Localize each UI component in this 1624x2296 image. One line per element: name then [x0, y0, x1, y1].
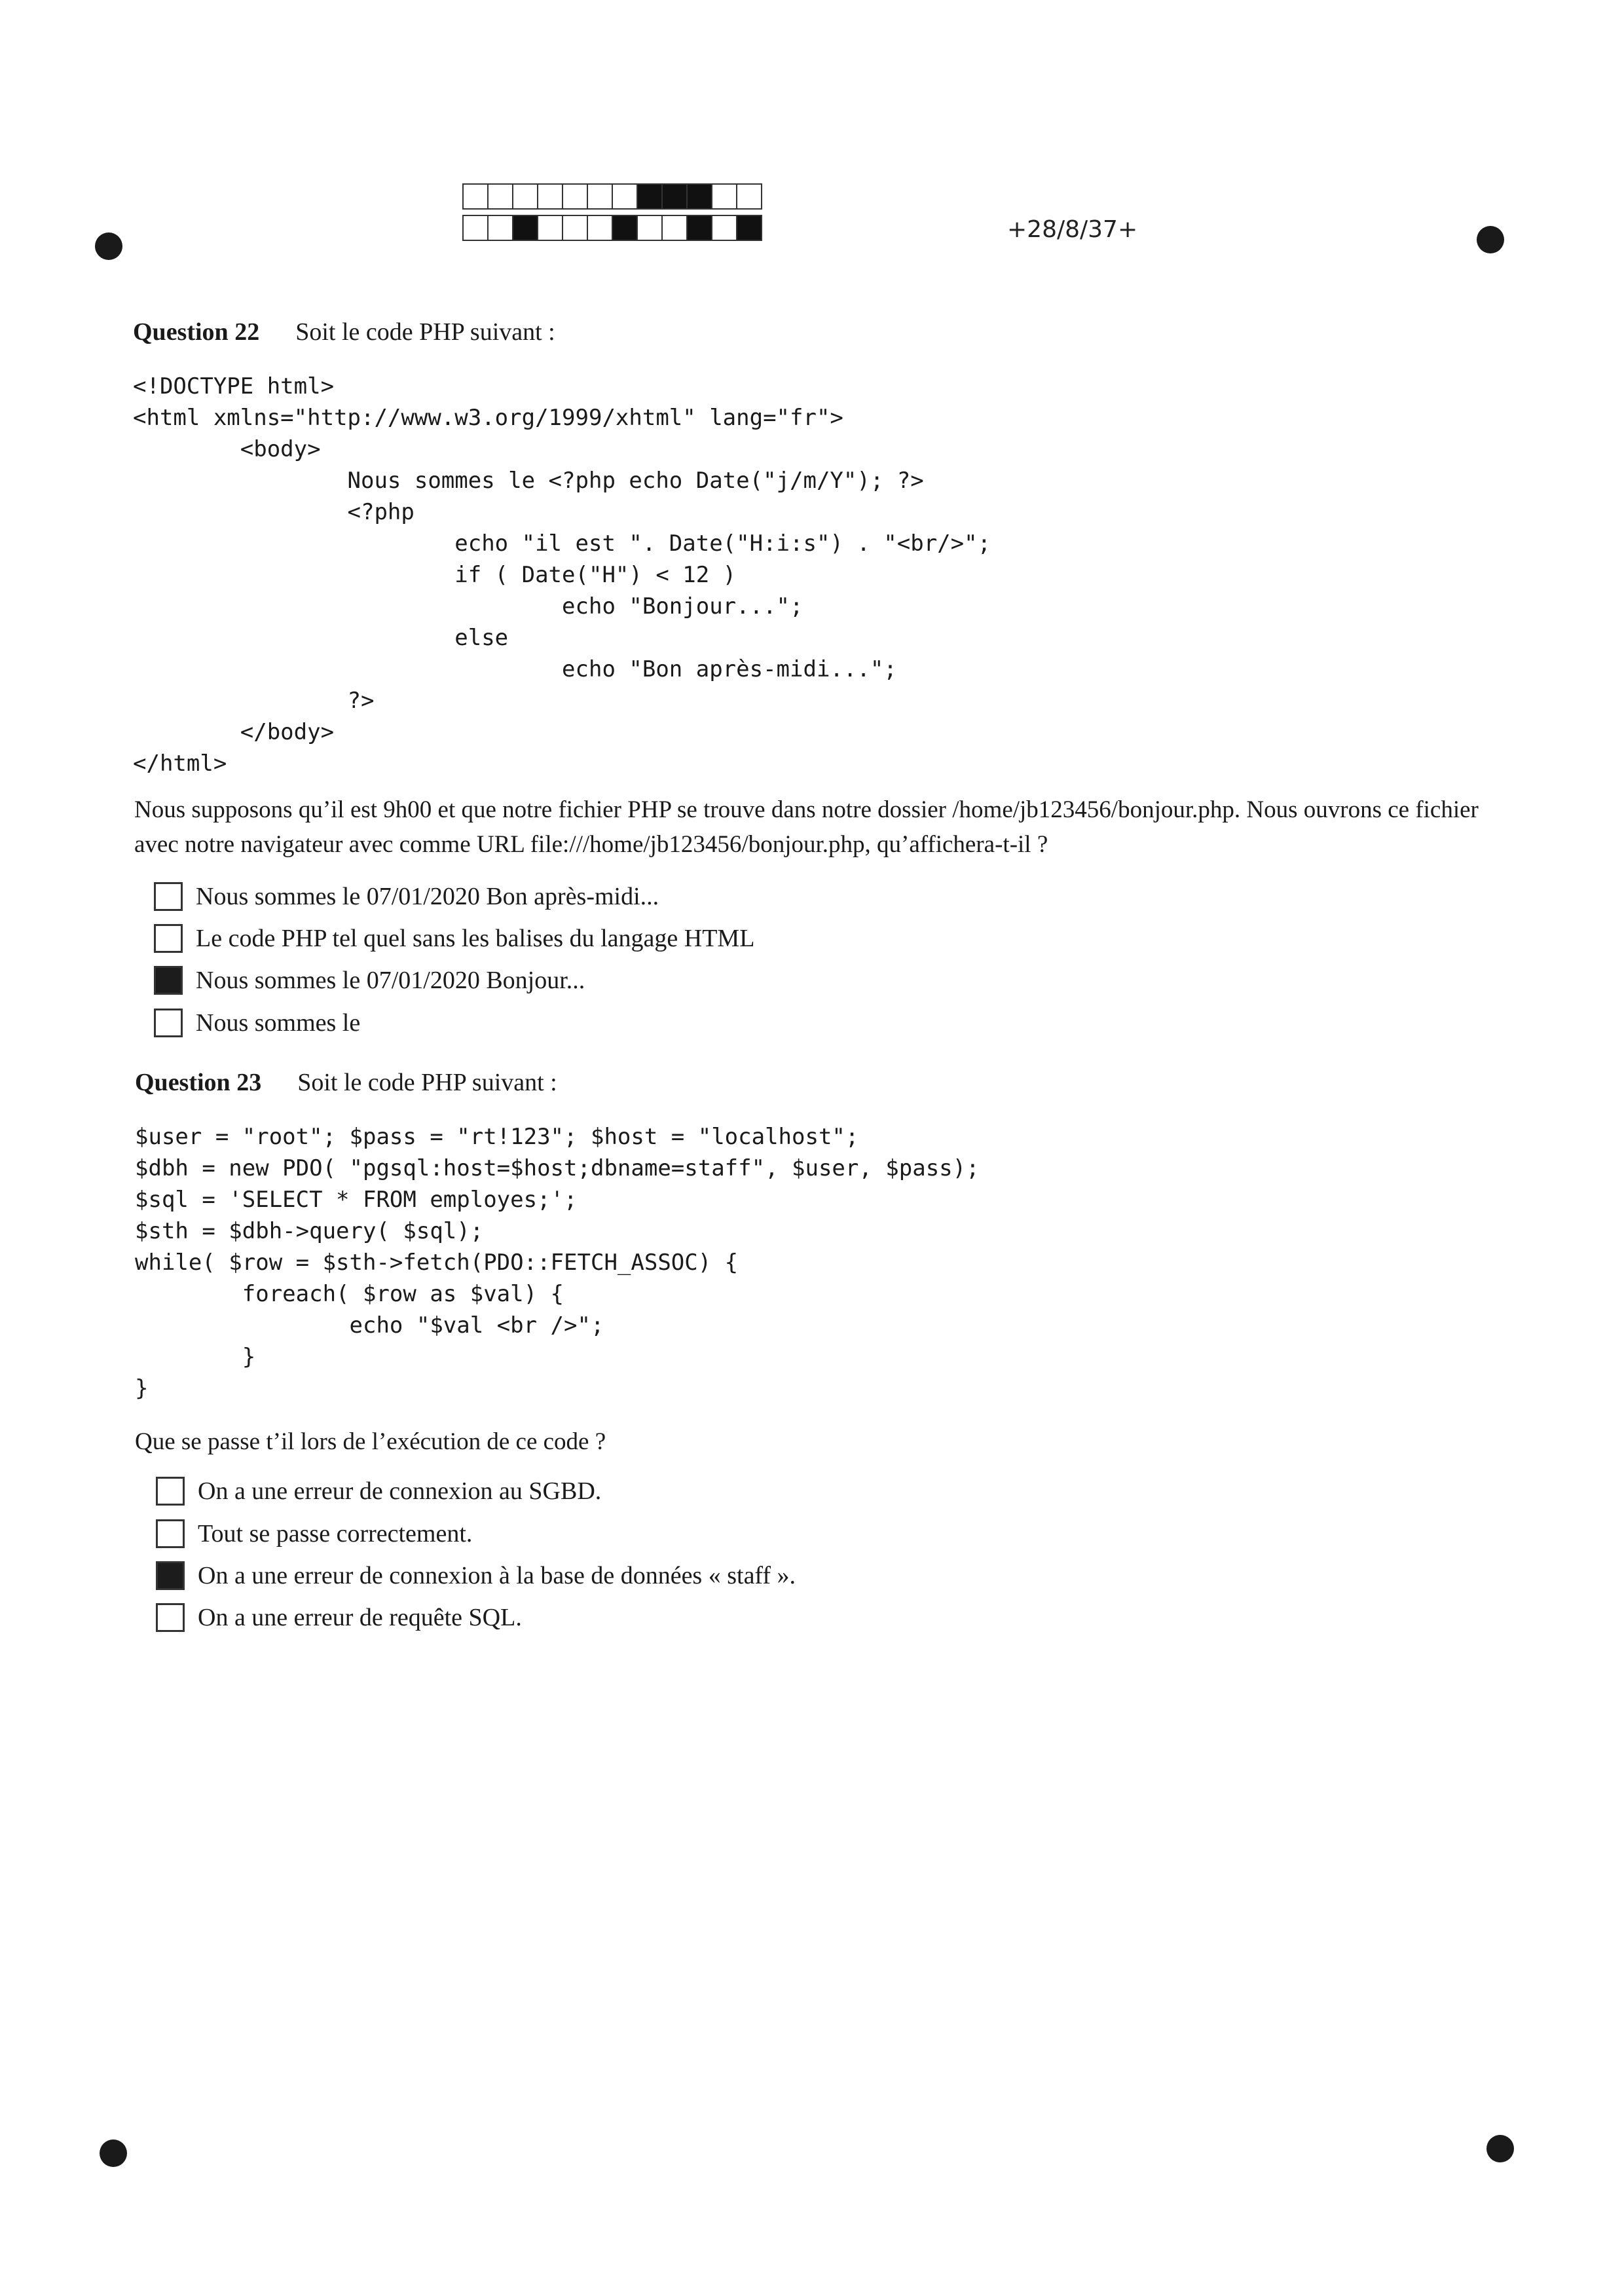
barcode-cell — [736, 183, 762, 210]
registration-mark-top-left — [95, 232, 122, 260]
answer-option[interactable] — [156, 1561, 796, 1590]
barcode-cell — [612, 183, 638, 210]
answer-text: On a une erreur de connexion à la base de données « staff ». — [198, 1562, 796, 1589]
barcode-cell — [487, 183, 513, 210]
registration-mark-top-right — [1477, 226, 1504, 253]
answer-checkbox[interactable] — [156, 1477, 185, 1506]
question-intro: Soit le code PHP suivant : — [297, 1069, 557, 1096]
question-label: Question 23 — [135, 1069, 262, 1096]
barcode-cell — [587, 215, 613, 241]
barcode-cell — [587, 183, 613, 210]
answer-option[interactable] — [156, 1603, 522, 1632]
barcode-cell — [562, 183, 588, 210]
barcode-cell — [686, 183, 712, 210]
barcode-cell — [512, 183, 538, 210]
page-code: +28/8/37+ — [1007, 216, 1138, 243]
barcode-cell — [537, 215, 563, 241]
barcode-cell — [661, 183, 688, 210]
question-label: Question 22 — [133, 318, 260, 346]
code-block-q22: <!DOCTYPE html> <html xmlns="http://www.w3.org/1999/xhtml" lang="fr"> <body> Nous sommes le <?php echo Date("j/m/Y"); ?> <?php echo "il est ". Date("H:i:s") . "<br/>"; if ( Date("H") < 12 ) echo "Bonjour..."; else echo "Bon après-midi..."; ?> </body> </html> — [133, 373, 991, 777]
answer-text: On a une erreur de connexion au SGBD. — [198, 1477, 602, 1505]
barcode-cell — [736, 215, 762, 241]
barcode-cell — [661, 215, 688, 241]
answer-checkbox[interactable] — [154, 882, 183, 911]
answer-option[interactable] — [154, 924, 754, 953]
answer-option[interactable] — [154, 1009, 360, 1037]
barcode-cell — [462, 183, 489, 210]
barcode-cell — [512, 215, 538, 241]
question-23-prompt: Que se passe t’il lors de l’exécution de ce code ? — [135, 1428, 606, 1455]
barcode-cell — [462, 215, 489, 241]
question-intro: Soit le code PHP suivant : — [295, 318, 555, 346]
answer-text: Le code PHP tel quel sans les balises du langage HTML — [196, 925, 755, 952]
question-23-header — [135, 1068, 557, 1097]
answer-option[interactable] — [154, 966, 585, 995]
answer-option[interactable] — [154, 882, 659, 911]
answer-text: Nous sommes le — [196, 1009, 361, 1037]
answer-text: Nous sommes le 07/01/2020 Bonjour... — [196, 967, 585, 994]
barcode-cell — [711, 183, 737, 210]
barcode-cell — [487, 215, 513, 241]
barcode-cell — [537, 183, 563, 210]
answer-checkbox[interactable] — [156, 1519, 185, 1548]
answer-option[interactable] — [156, 1519, 472, 1548]
page-barcode — [462, 183, 761, 246]
question-22-header — [133, 318, 555, 346]
barcode-cell — [562, 215, 588, 241]
answer-checkbox[interactable] — [156, 1561, 185, 1590]
barcode-row-1 — [462, 183, 761, 208]
barcode-cell — [612, 215, 638, 241]
answer-checkbox[interactable] — [154, 924, 183, 953]
answer-text: Tout se passe correctement. — [198, 1520, 473, 1547]
answer-text: On a une erreur de requête SQL. — [198, 1604, 522, 1631]
barcode-row-2 — [462, 215, 761, 240]
barcode-cell — [686, 215, 712, 241]
registration-mark-bottom-left — [100, 2139, 127, 2167]
code-block-q23: $user = "root"; $pass = "rt!123"; $host = "localhost"; $dbh = new PDO( "pgsql:host=$host;dbname=staff", $user, $pass); $sql = 'SELECT * FROM employes;'; $sth = $dbh->query( $sql); while( $row = $sth->fetch(PDO::FETCH_ASSOC) { foreach( $row as $val) { echo "$val <br />"; } } — [135, 1124, 980, 1401]
answer-option[interactable] — [156, 1477, 601, 1506]
barcode-cell — [711, 215, 737, 241]
answer-checkbox[interactable] — [156, 1603, 185, 1632]
answer-checkbox[interactable] — [154, 1009, 183, 1037]
barcode-cell — [637, 183, 663, 210]
answer-text: Nous sommes le 07/01/2020 Bon après-midi... — [196, 883, 659, 910]
answer-checkbox[interactable] — [154, 966, 183, 995]
barcode-cell — [637, 215, 663, 241]
question-22-prompt: Nous supposons qu’il est 9h00 et que notre fichier PHP se trouve dans notre dossier /home/jb123456/bonjour.php. Nous ouvrons ce fichier avec notre navigateur avec comme URL file:///home/jb123456/bonjour.php, qu’affichera-t-il ? — [134, 796, 1479, 858]
registration-mark-bottom-right — [1486, 2135, 1514, 2162]
